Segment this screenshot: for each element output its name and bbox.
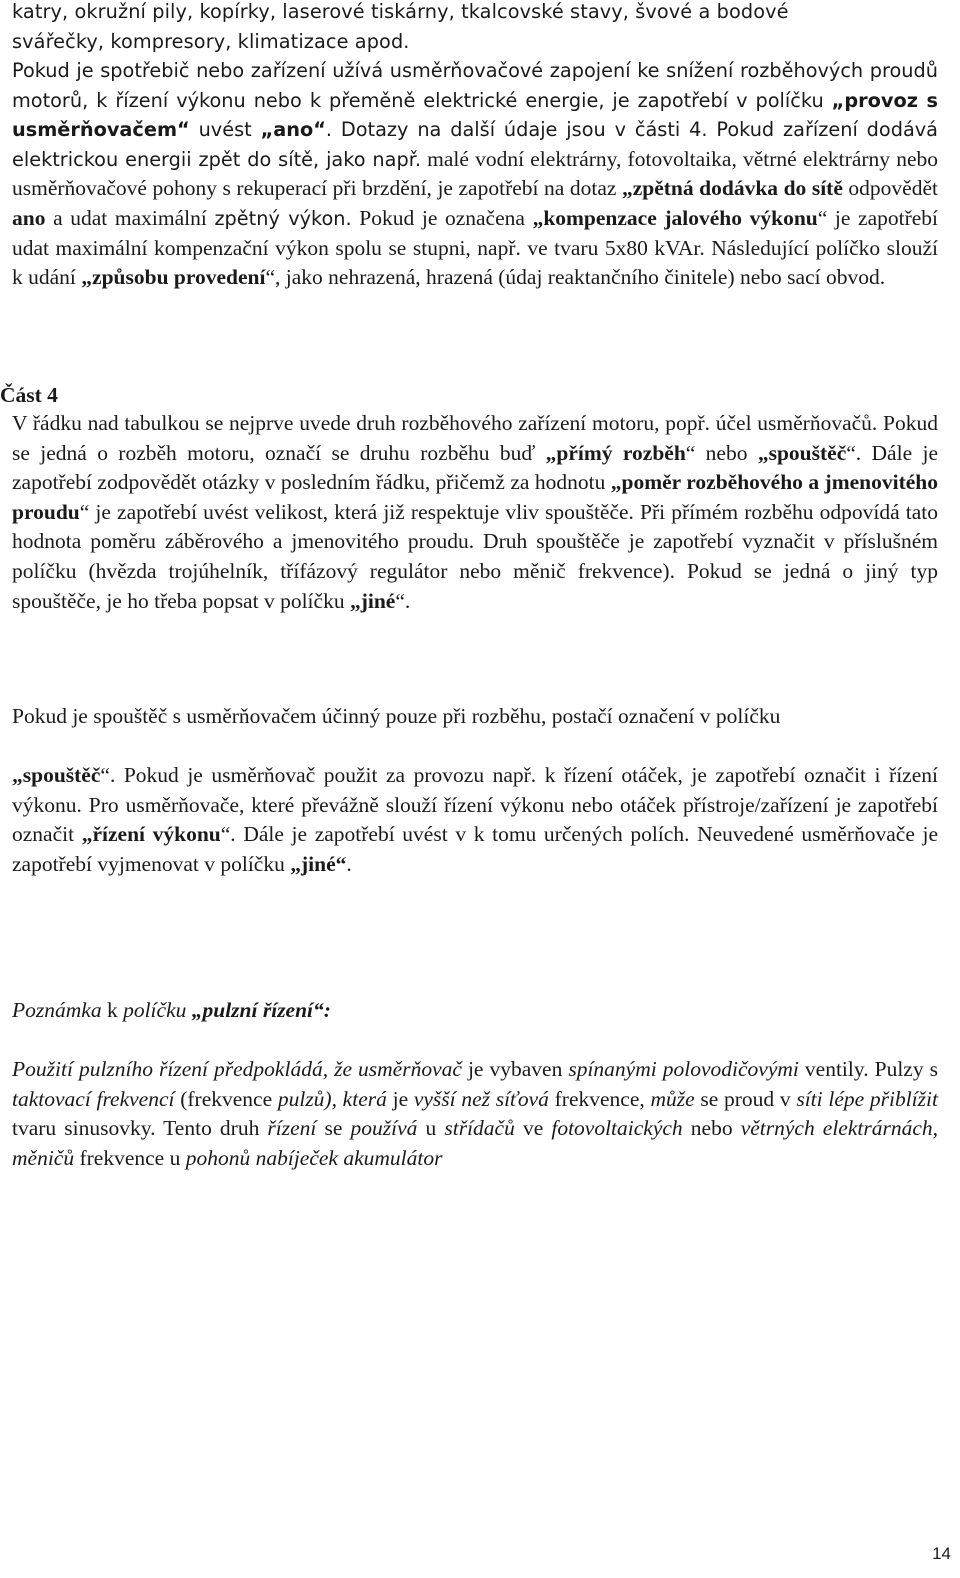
term-provoz-s-usmernovacem: „provoz s usměrňovačem“ — [12, 88, 938, 142]
term-pomer-proudu: „poměr rozběhového a jmenovitého proudu — [12, 470, 938, 524]
section-heading-cast-4: Část 4 — [0, 383, 58, 407]
term-rizeni-vykonu: „řízení výkonu — [81, 822, 221, 847]
term-jine-2: „jiné“ — [290, 851, 347, 876]
text-line: svářečky, kompresory, klimatizace apod. — [12, 29, 410, 53]
term-zpetna-dodavka: „zpětná dodávka do sítě — [621, 176, 843, 201]
paragraph-appliance-list — [12, 0, 938, 56]
term-ano-2: ano — [12, 205, 46, 230]
paragraph-rectifier-operation: Pokud je spotřebič nebo zařízení užívá usměrňovačové zapojení ke snížení rozběhových proudů motorů, k řízení výkonu nebo k přeměně elektrické energie, je zapotřebí v políčku „provoz s usměrňovačem“ uvést „ano“. Dotazy na další údaje jsou v části 4. Pokud zařízení dodává elektrickou energii zpět do sítě, jako např. malé vodní elektrárny, fotovoltaika, větrné elektrárny nebo usměrňovačové pohony s rekuperací při brzdění, je zapotřebí na dotaz „zpětná dodávka do sítě odpovědět ano a udat maximální zpětný výkon. Pokud je označena „kompenzace jalového výkonu“ je zapotřebí udat maximální kompenzační výkon spolu se stupni, např. ve tvaru 5x80 kVAr. Následující políčko slouží k udání „způsobu provedení“, jako nehrazená, hrazená (údaj reaktančního činitele) nebo sací obvod. — [12, 59, 939, 290]
term-spoustec: „spouštěč — [757, 440, 847, 465]
term-zpusob-provedeni: „způsobu provedení — [81, 265, 266, 290]
text-line: katry, okružní pily, kopírky, laserové tiskárny, tkalcovské stavy, švové a bodové — [12, 0, 789, 23]
term-pulzni-rizeni: „pulzní řízení“: — [191, 998, 331, 1022]
term-primy-rozbeh: „přímý rozběh — [545, 440, 686, 465]
page-number: 14 — [932, 1544, 951, 1563]
paragraph-startup-device: V řádku nad tabulkou se nejprve uvede druh rozběhového zařízení motoru, popř. účel usměrňovačů. Pokud se jedná o rozběh motoru, označí se druhu rozběhu buď „přímý rozběh“ nebo „spouštěč“. Dále je zapotřebí zodpovědět otázky v posledním řádku, přičemž za hodnotu „poměr rozběhového a jmenovitého proudu“ je zapotřebí uvést velikost, která již respektuje vliv spouštěče. Při přímém rozběhu odpovídá tato hodnota poměru záběrového a jmenovitého proudu. Druh spouštěče je zapotřebí vyznačit v příslušném políčku (hvězda trojúhelník, třífázový regulátor nebo měnič frekvence). Pokud se jedná o jiný typ spouštěče, je ho třeba popsat v políčku „jiné“. — [12, 411, 938, 613]
paragraph-power-control: „spouštěč“. Pokud je usměrňovač použit za provozu např. k řízení otáček, je zapotřebí označit i řízení výkonu. Pro usměrňovače, které převážně slouží řízení výkonu nebo otáček přístroje/zařízení je zapotřebí označit „řízení výkonu“. Dále je zapotřebí uvést v k tomu určených polích. Neuvedené usměrňovače je zapotřebí vyjmenovat v políčku „jiné“. — [12, 763, 939, 876]
term-kompenzace-jaloveho-vykonu: „kompenzace jalového výkonu — [532, 205, 818, 230]
term-spoustec-2: „spouštěč — [12, 763, 101, 787]
paragraph-starter-rectifier: Pokud je spouštěč s usměrňovačem účinný pouze při rozběhu, postačí označení v políčku — [12, 704, 781, 728]
term-ano: „ano“ — [260, 118, 326, 142]
note-title: Poznámka k políčku „pulzní řízení“: — [12, 998, 331, 1022]
term-jine: „jiné — [349, 588, 396, 613]
paragraph-pulse-control-note: Použití pulzního řízení předpokládá, že usměrňovač je vybaven spínanými polovodičovými ventily. Pulzy s taktovací frekvencí (frekvence pulzů), která je vyšší než síťová frekvence, může se proud v síti lépe přiblížit tvaru sinusovky. Tento druh řízení se používá u střídačů ve fotovoltaických nebo větrných elektrárnách, měničů frekvence u pohonů nabíječek akumulátor — [12, 1057, 939, 1170]
